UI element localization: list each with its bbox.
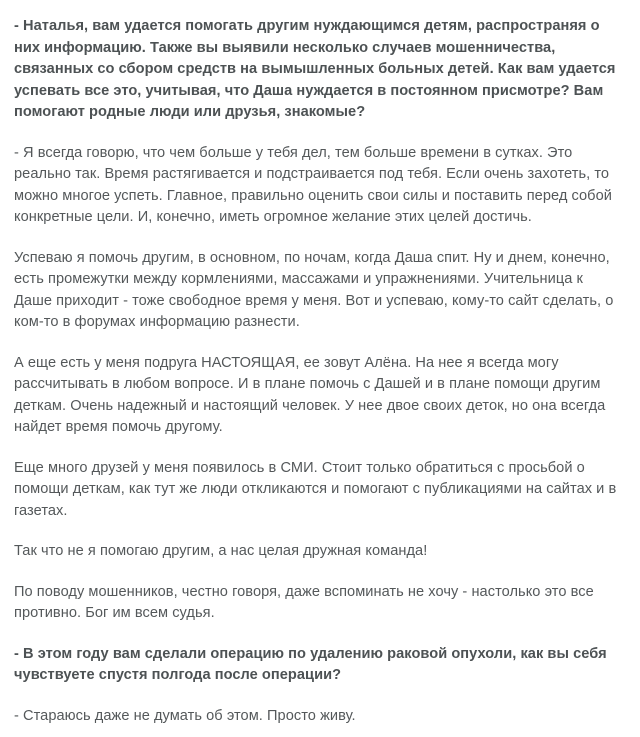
- interview-answer: - Я всегда говорю, что чем больше у тебя дел, тем больше времени в сутках. Это реально так. Время растягивается и подстраивается под тебя. Если очень захотеть, то можно многое успеть. Главное, правильно оценить свои силы и поставить перед собой конкретные цели. И, конечно, иметь огромное желание этих целей достичь.: [14, 144, 612, 225]
- interview-answer: Успеваю я помочь другим, в основном, по ночам, когда Даша спит. Ну и днем, конечно, есть промежутки между кормлениями, массажами и упражнениями. Учительница к Даше приходит - тоже свободное время у меня. Вот и успеваю, кому-то сайт сделать, о ком-то в форумах информацию разнести.: [14, 249, 614, 330]
- interview-answer: Так что не я помогаю другим, а нас целая дружная команда!: [14, 543, 428, 559]
- interview-answer: Еще много друзей у меня появилось в СМИ. Стоит только обратиться с просьбой о помощи деткам, как тут же люди откликаются и помогают с публикациями на сайтах и в газетах.: [14, 459, 617, 519]
- interview-question: - Наталья, вам удается помогать другим нуждающимся детям, распространяя о них информацию. Также вы выявили несколько случаев мошенничества, связанных со сбором средств на вымышленных больных детей. Как вам удается успевать все это, учитывая, что Даша нуждается в постоянном присмотре? Вам помогают родные люди или друзья, знакомые?: [14, 18, 616, 120]
- interview-answer: А еще есть у меня подруга НАСТОЯЩАЯ, ее зовут Алёна. На нее я всегда могу рассчитывать в любом вопросе. И в плане помочь с Дашей и в плане помощи другим деткам. Очень надежный и настоящий человек. У нее двое своих деток, но она всегда найдет время помочь другому.: [14, 354, 606, 435]
- interview-answer: - Стараюсь даже не думать об этом. Просто живу.: [14, 707, 356, 724]
- interview-answer: По поводу мошенников, честно говоря, даже вспоминать не хочу - настолько это все противно. Бог им всем судья.: [14, 583, 594, 621]
- interview-question: - В этом году вам сделали операцию по удалению раковой опухоли, как вы себя чувствуете спустя полгода после операции?: [14, 645, 607, 683]
